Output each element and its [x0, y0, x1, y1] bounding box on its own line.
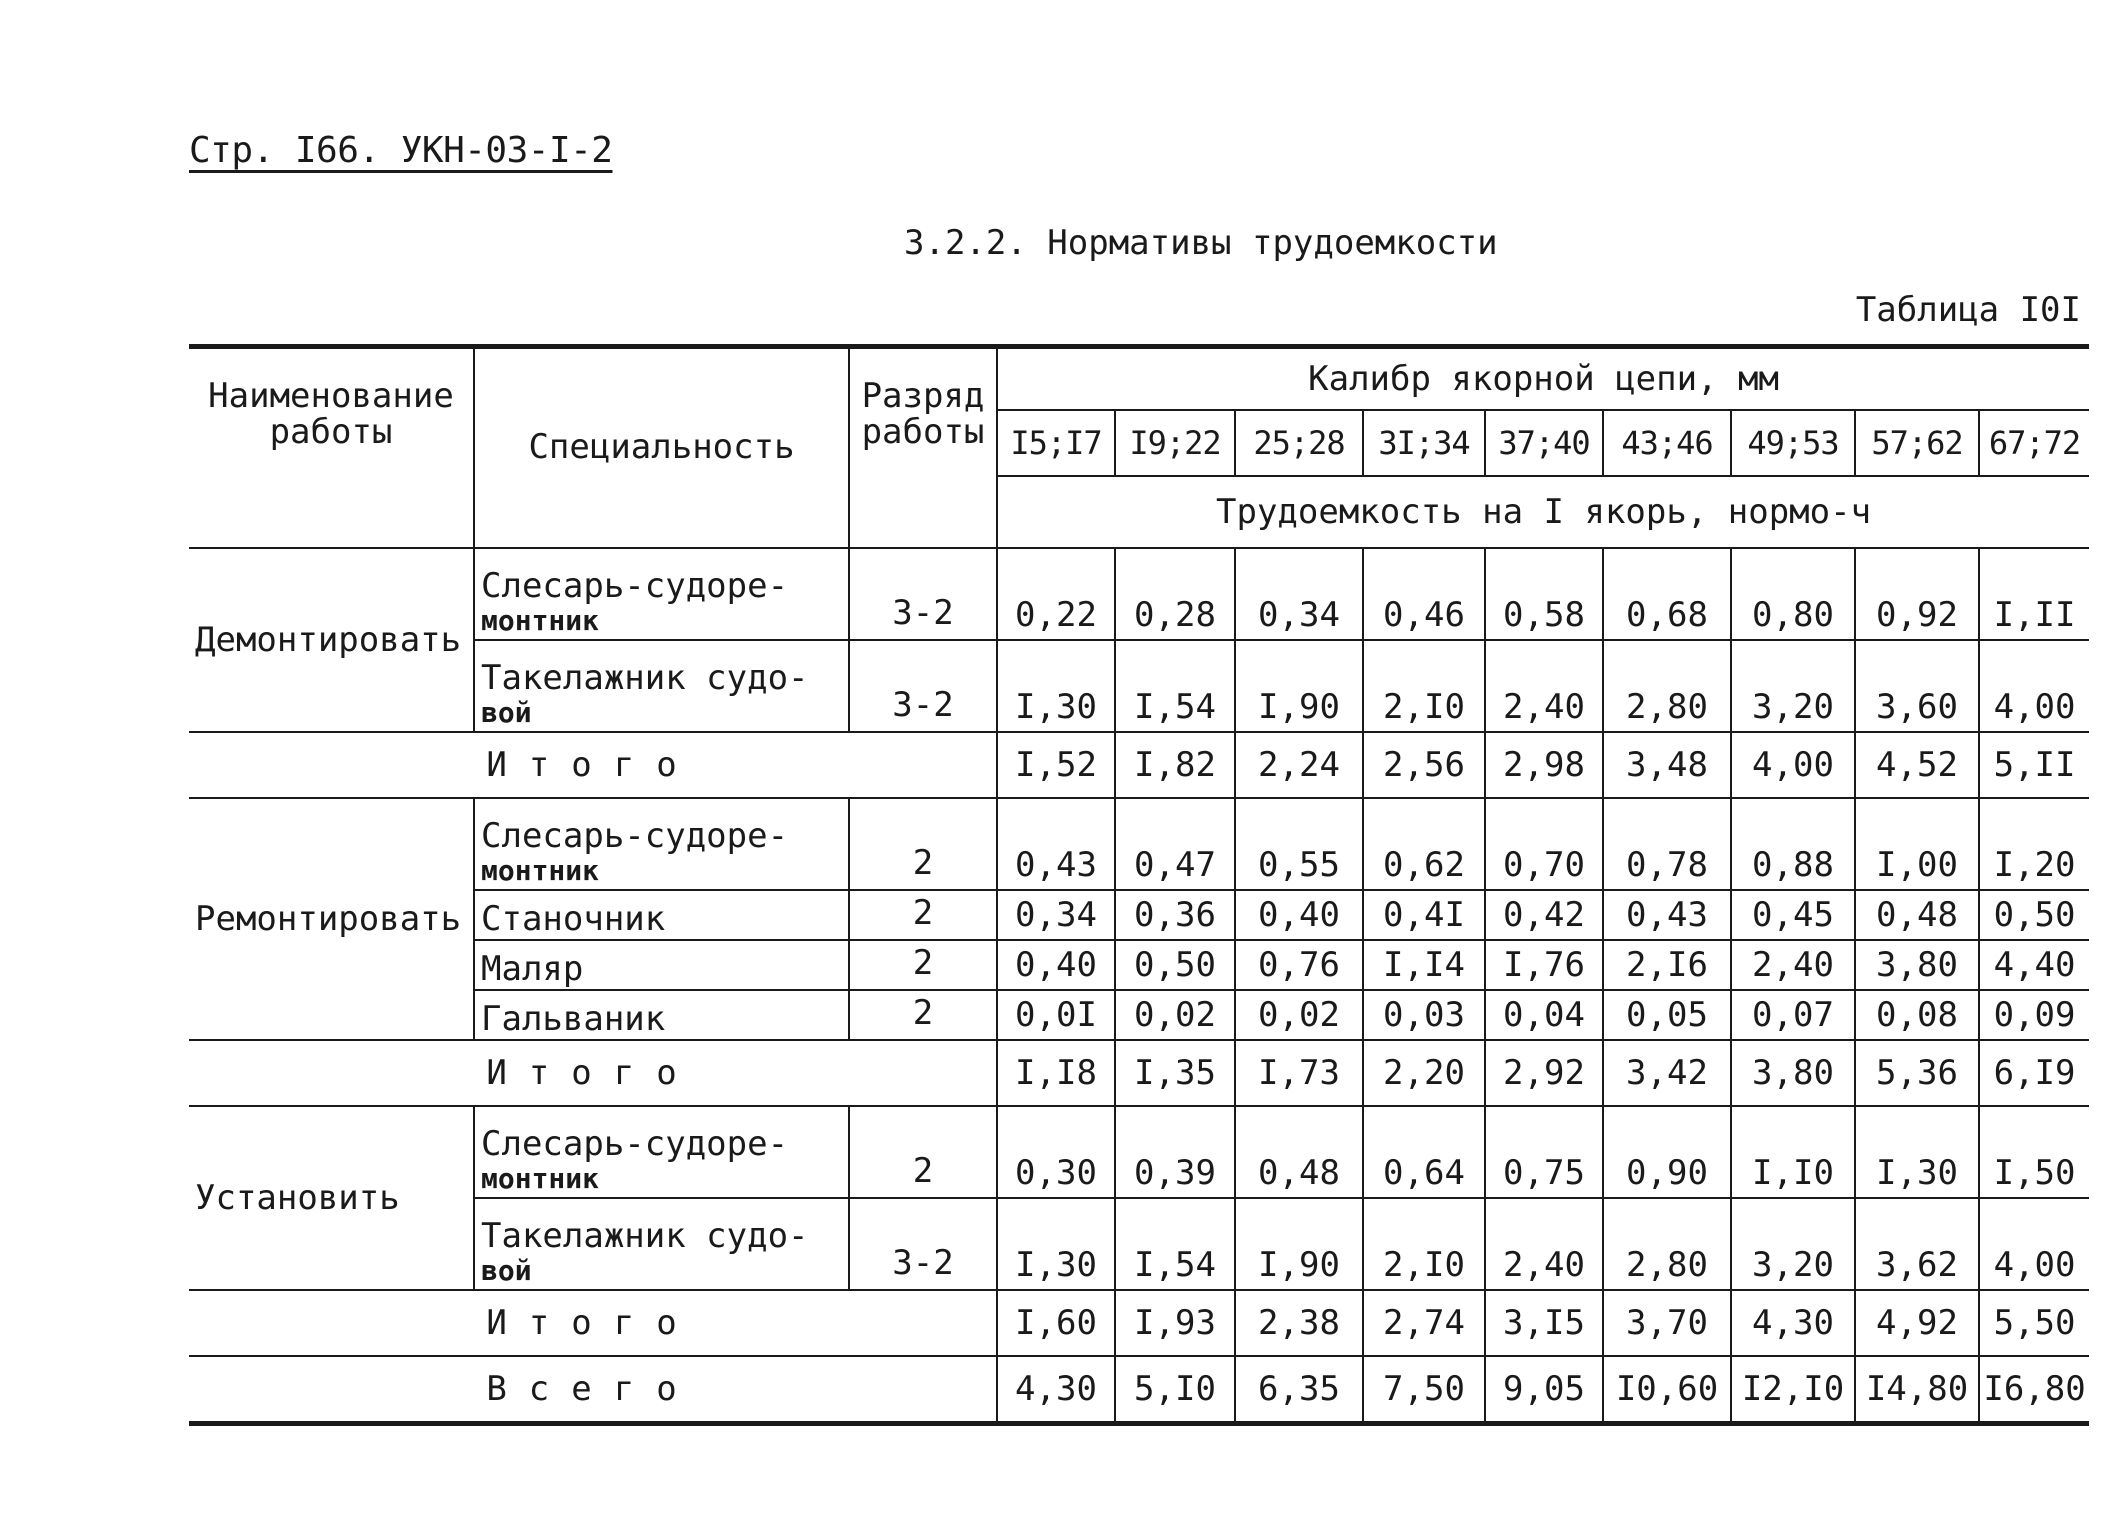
value-cell: 0,28: [1115, 548, 1235, 640]
caliber-cell: I5;I7: [997, 410, 1115, 476]
value-cell: 0,05: [1603, 990, 1731, 1040]
caliber-cell: 25;28: [1235, 410, 1363, 476]
table-row: [189, 940, 2089, 990]
value-cell: 0,58: [1485, 548, 1603, 640]
grade-cell: 2: [849, 890, 997, 940]
value-cell: 4,40: [1979, 940, 2089, 990]
specialty-cell: [474, 1198, 849, 1290]
subtotal-cell: 3,48: [1603, 732, 1731, 798]
grand-total-cell: 6,35: [1235, 1356, 1363, 1424]
value-cell: I,II: [1979, 548, 2089, 640]
specialty-line: вой: [481, 695, 532, 729]
subtotal-cell: 5,50: [1979, 1290, 2089, 1356]
value-cell: 0,90: [1603, 1106, 1731, 1198]
grand-total-cell: I6,80: [1979, 1356, 2089, 1424]
value-cell: 3,20: [1731, 640, 1855, 732]
value-cell: I,00: [1855, 798, 1979, 890]
value-cell: 0,08: [1855, 990, 1979, 1040]
subtotal-cell: 4,92: [1855, 1290, 1979, 1356]
value-cell: 0,39: [1115, 1106, 1235, 1198]
value-cell: I,50: [1979, 1106, 2089, 1198]
specialty-line: Станочник: [481, 898, 666, 939]
subtotal-label: Итого: [189, 1040, 997, 1106]
grade-cell: 2: [849, 990, 997, 1040]
subtotal-cell: 6,I9: [1979, 1040, 2089, 1106]
value-cell: 0,4I: [1363, 890, 1485, 940]
caliber-cell: 43;46: [1603, 410, 1731, 476]
value-cell: 0,30: [997, 1106, 1115, 1198]
subtotal-row: [189, 1290, 2089, 1356]
table-row: [189, 640, 2089, 732]
value-cell: 0,02: [1235, 990, 1363, 1040]
value-cell: 0,68: [1603, 548, 1731, 640]
value-cell: 2,40: [1485, 1198, 1603, 1290]
subtotal-cell: 2,20: [1363, 1040, 1485, 1106]
value-cell: 0,43: [997, 798, 1115, 890]
value-cell: 0,40: [997, 940, 1115, 990]
specialty-cell: [474, 640, 849, 732]
value-cell: 0,76: [1235, 940, 1363, 990]
subtotal-row: [189, 732, 2089, 798]
value-cell: 2,40: [1731, 940, 1855, 990]
value-cell: 2,I0: [1363, 1198, 1485, 1290]
value-cell: 3,60: [1855, 640, 1979, 732]
value-cell: 0,92: [1855, 548, 1979, 640]
grade-cell: 3-2: [849, 640, 997, 732]
grade-cell: 2: [849, 798, 997, 890]
grand-total-label: Всего: [189, 1356, 997, 1424]
subtotal-cell: I,93: [1115, 1290, 1235, 1356]
header-work-name: Наименование работы: [189, 347, 474, 549]
value-cell: 3,62: [1855, 1198, 1979, 1290]
value-cell: 0,50: [1115, 940, 1235, 990]
subtotal-cell: 3,I5: [1485, 1290, 1603, 1356]
specialty-cell: [474, 548, 849, 640]
value-cell: I,30: [997, 640, 1115, 732]
value-cell: I,90: [1235, 1198, 1363, 1290]
value-cell: 0,46: [1363, 548, 1485, 640]
value-cell: 0,45: [1731, 890, 1855, 940]
value-cell: 0,75: [1485, 1106, 1603, 1198]
value-cell: 0,50: [1979, 890, 2089, 940]
value-cell: 0,03: [1363, 990, 1485, 1040]
value-cell: 3,20: [1731, 1198, 1855, 1290]
specialty-line: Слесарь-судоре-: [481, 816, 789, 857]
value-cell: I,30: [1855, 1106, 1979, 1198]
value-cell: 4,00: [1979, 1198, 2089, 1290]
value-cell: 0,34: [1235, 548, 1363, 640]
value-cell: I,76: [1485, 940, 1603, 990]
subtotal-cell: 2,56: [1363, 732, 1485, 798]
grade-cell: 2: [849, 1106, 997, 1198]
subtotal-cell: 3,70: [1603, 1290, 1731, 1356]
page-reference: Стр. I66. УКН-03-I-2: [189, 130, 613, 171]
specialty-cell: [474, 1106, 849, 1198]
value-cell: 0,48: [1235, 1106, 1363, 1198]
subtotal-row: [189, 1040, 2089, 1106]
value-cell: 0,88: [1731, 798, 1855, 890]
value-cell: I,90: [1235, 640, 1363, 732]
table-row: [189, 890, 2089, 940]
value-cell: 2,80: [1603, 1198, 1731, 1290]
grade-cell: 3-2: [849, 1198, 997, 1290]
value-cell: 0,47: [1115, 798, 1235, 890]
table-header: [189, 347, 2089, 549]
subtotal-cell: I,35: [1115, 1040, 1235, 1106]
value-cell: 2,I6: [1603, 940, 1731, 990]
subtotal-cell: 2,92: [1485, 1040, 1603, 1106]
specialty-line: Маляр: [481, 948, 584, 989]
subtotal-cell: 2,98: [1485, 732, 1603, 798]
specialty-cell: [474, 990, 849, 1040]
caliber-cell: 37;40: [1485, 410, 1603, 476]
subtotal-cell: 5,36: [1855, 1040, 1979, 1106]
value-cell: 0,07: [1731, 990, 1855, 1040]
value-cell: 0,62: [1363, 798, 1485, 890]
subtotal-cell: 4,52: [1855, 732, 1979, 798]
grand-total-cell: 4,30: [997, 1356, 1115, 1424]
subtotal-cell: 2,74: [1363, 1290, 1485, 1356]
specialty-line: монтник: [481, 603, 600, 637]
subtotal-cell: 3,80: [1731, 1040, 1855, 1106]
caliber-cell: 49;53: [1731, 410, 1855, 476]
value-cell: 0,40: [1235, 890, 1363, 940]
table-row: [189, 1198, 2089, 1290]
subtotal-cell: 4,30: [1731, 1290, 1855, 1356]
specialty-cell: [474, 890, 849, 940]
table-row: [189, 1106, 2089, 1198]
grand-total-cell: 9,05: [1485, 1356, 1603, 1424]
value-cell: 0,80: [1731, 548, 1855, 640]
specialty-line: Такелажник судо-: [481, 1216, 809, 1257]
header-labor-units: Трудоемкость на I якорь, нормо-ч: [997, 476, 2089, 548]
grade-cell: 3-2: [849, 548, 997, 640]
header-grade: Разряд работы: [849, 347, 997, 549]
labor-norms-table: [189, 344, 2089, 1426]
specialty-line: монтник: [481, 853, 600, 887]
value-cell: I,54: [1115, 640, 1235, 732]
value-cell: 0,78: [1603, 798, 1731, 890]
value-cell: 0,34: [997, 890, 1115, 940]
subtotal-cell: 4,00: [1731, 732, 1855, 798]
value-cell: 0,55: [1235, 798, 1363, 890]
caliber-cell: 57;62: [1855, 410, 1979, 476]
value-cell: 0,64: [1363, 1106, 1485, 1198]
grand-total-cell: I0,60: [1603, 1356, 1731, 1424]
value-cell: 0,43: [1603, 890, 1731, 940]
value-cell: 0,04: [1485, 990, 1603, 1040]
subtotal-cell: I,I8: [997, 1040, 1115, 1106]
value-cell: I,20: [1979, 798, 2089, 890]
subtotal-cell: I,60: [997, 1290, 1115, 1356]
value-cell: I,54: [1115, 1198, 1235, 1290]
specialty-line: Такелажник судо-: [481, 658, 809, 699]
subtotal-cell: I,82: [1115, 732, 1235, 798]
subtotal-cell: I,73: [1235, 1040, 1363, 1106]
table-row: [189, 548, 2089, 640]
value-cell: 0,02: [1115, 990, 1235, 1040]
table-row: [189, 990, 2089, 1040]
section-title: 3.2.2. Нормативы трудоемкости: [904, 223, 1498, 263]
caliber-cell: I9;22: [1115, 410, 1235, 476]
specialty-line: Слесарь-судоре-: [481, 566, 789, 607]
grade-cell: 2: [849, 940, 997, 990]
value-cell: 0,48: [1855, 890, 1979, 940]
value-cell: 0,22: [997, 548, 1115, 640]
specialty-line: Гальваник: [481, 998, 666, 1039]
work-name: Ремонтировать: [189, 798, 474, 1040]
grand-total-cell: 5,I0: [1115, 1356, 1235, 1424]
specialty-line: Слесарь-судоре-: [481, 1124, 789, 1165]
value-cell: 2,I0: [1363, 640, 1485, 732]
work-name: Установить: [189, 1106, 474, 1290]
specialty-line: вой: [481, 1253, 532, 1287]
value-cell: 0,0I: [997, 990, 1115, 1040]
value-cell: I,30: [997, 1198, 1115, 1290]
value-cell: I,I4: [1363, 940, 1485, 990]
subtotal-cell: 3,42: [1603, 1040, 1731, 1106]
value-cell: 0,09: [1979, 990, 2089, 1040]
value-cell: 2,80: [1603, 640, 1731, 732]
table-label: Таблица I0I: [1855, 290, 2081, 330]
subtotal-cell: 2,24: [1235, 732, 1363, 798]
specialty-cell: [474, 798, 849, 890]
work-name: Демонтировать: [189, 548, 474, 732]
grand-total-cell: I4,80: [1855, 1356, 1979, 1424]
header-caliber-group: Калибр якорной цепи, мм: [997, 347, 2089, 411]
subtotal-cell: 2,38: [1235, 1290, 1363, 1356]
subtotal-label: Итого: [189, 1290, 997, 1356]
specialty-cell: [474, 940, 849, 990]
value-cell: 0,42: [1485, 890, 1603, 940]
table-row: [189, 798, 2089, 890]
grand-total-cell: 7,50: [1363, 1356, 1485, 1424]
subtotal-label: Итого: [189, 732, 997, 798]
subtotal-cell: I,52: [997, 732, 1115, 798]
header-specialty: Специальность: [474, 347, 849, 549]
value-cell: 0,36: [1115, 890, 1235, 940]
value-cell: 0,70: [1485, 798, 1603, 890]
caliber-cell: 3I;34: [1363, 410, 1485, 476]
specialty-line: монтник: [481, 1161, 600, 1195]
value-cell: I,I0: [1731, 1106, 1855, 1198]
caliber-cell: 67;72: [1979, 410, 2089, 476]
grand-total-cell: I2,I0: [1731, 1356, 1855, 1424]
grand-total-row: [189, 1356, 2089, 1424]
value-cell: 3,80: [1855, 940, 1979, 990]
subtotal-cell: 5,II: [1979, 732, 2089, 798]
value-cell: 4,00: [1979, 640, 2089, 732]
value-cell: 2,40: [1485, 640, 1603, 732]
